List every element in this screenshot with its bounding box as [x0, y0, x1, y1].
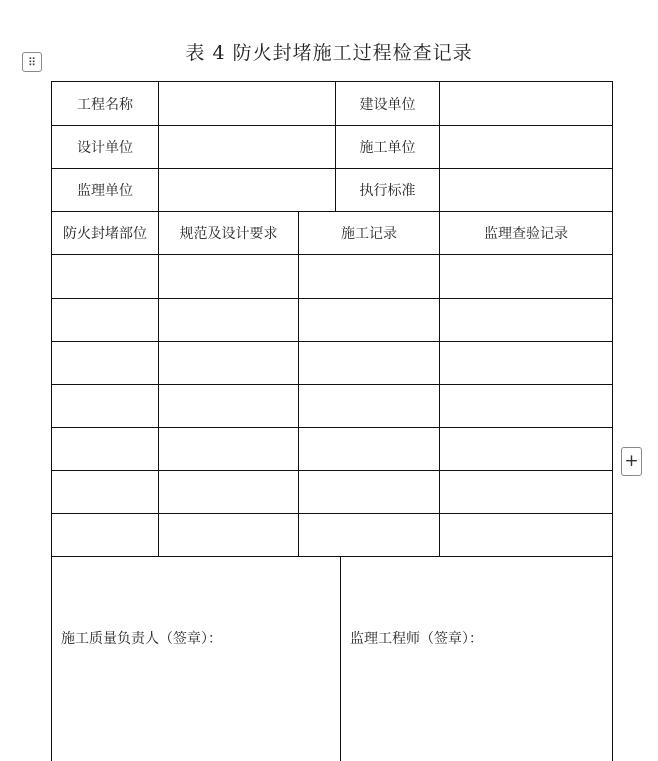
value-supervision-unit[interactable]	[159, 169, 335, 211]
table-border-line	[51, 470, 613, 471]
table-border-line	[51, 427, 613, 428]
header-supervision-check-record: 监理查验记录	[484, 226, 568, 242]
add-row-icon[interactable]: +	[621, 447, 642, 476]
table-move-handle-icon[interactable]: ⠿	[22, 52, 42, 72]
table-border-line	[51, 384, 613, 385]
header-sealing-location: 防火封堵部位	[63, 226, 147, 242]
table-border-line	[51, 341, 613, 342]
table-border-line	[298, 211, 299, 556]
label-design-unit: 设计单位	[77, 140, 133, 156]
label-project-name: 工程名称	[77, 96, 133, 113]
value-project-name[interactable]	[159, 82, 335, 125]
header-spec-requirements: 规范及设计要求	[179, 226, 278, 242]
construction-quality-signature: 施工质量负责人（签章）：	[61, 631, 222, 647]
table-border-line	[51, 556, 613, 557]
value-owner-unit[interactable]	[440, 82, 612, 125]
label-supervision-unit: 监理单位	[77, 183, 133, 199]
value-standard[interactable]	[440, 169, 612, 211]
value-design-unit[interactable]	[159, 126, 335, 168]
supervision-engineer-signature: 监理工程师（签章）：	[350, 631, 483, 647]
label-standard: 执行标准	[359, 183, 416, 199]
label-construction-unit-owner: 建设单位	[359, 96, 416, 113]
table-border-line	[612, 81, 613, 761]
header-construction-record: 施工记录	[341, 226, 397, 242]
value-construction-unit[interactable]	[440, 126, 612, 168]
table-border-line	[340, 556, 341, 761]
table-border-line	[51, 298, 613, 299]
label-construction-unit: 施工单位	[359, 140, 416, 156]
document-title: 表 4 防火封堵施工过程检查记录	[185, 42, 473, 64]
table-border-line	[51, 254, 613, 255]
table-border-line	[51, 513, 613, 514]
